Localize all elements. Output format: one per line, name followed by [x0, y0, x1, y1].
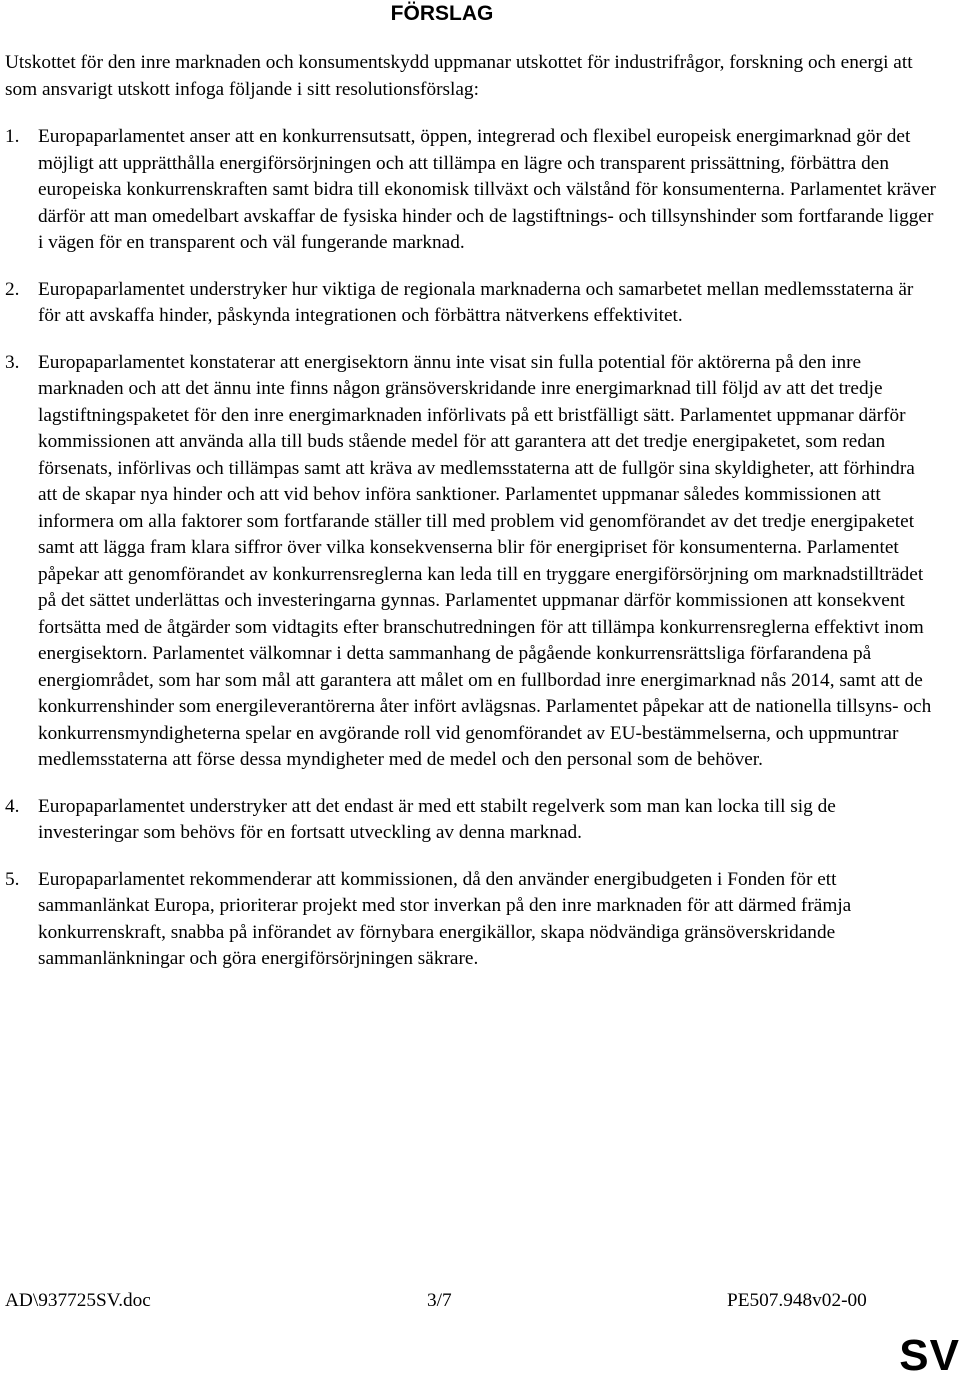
- paragraph-number: 3.: [5, 351, 20, 373]
- paragraph-item: [0, 124, 938, 257]
- paragraph-number: 4.: [5, 795, 20, 817]
- paragraph-number: 2.: [5, 278, 20, 300]
- footer-doc-ref: AD\937725SV.doc: [5, 1290, 151, 1311]
- footer-version: PE507.948v02-00: [727, 1290, 867, 1311]
- paragraph-item: [0, 350, 938, 774]
- paragraph-text: Europaparlamentet anser att en konkurrensutsatt, öppen, integrerad och flexibel europeisk energimarknad gör det möjligt att upprätthålla energiförsörjningen och att tillämpa en lägre och transparent prissättning, förbättra den europeiska konkurrenskraften samt bidra till ekonomisk tillväxt och välstånd för konsumenterna. Parlamentet kräver därför att man omedelbart avskaffar de fysiska hinder och de lagstiftnings- och tillsynshinder som fortfarande ligger i vägen för en transparent och väl fungerande marknad.: [38, 126, 936, 253]
- paragraph-item: [0, 867, 938, 973]
- paragraph-text: Europaparlamentet rekommenderar att kommissionen, då den använder energibudgeten i Fonden för ett sammanlänkat Europa, prioriterar projekt med stor inverkan på den inre marknaden för att därmed främja konkurrenskraft, snabba på införandet av förnybara energikällor, skapa nödvändiga gränsöverskridande sammanlänkningar och göra energiförsörjningen säkrare.: [38, 868, 852, 969]
- paragraph-item: [0, 794, 938, 847]
- paragraph-list: [0, 124, 960, 973]
- footer-page-number: 3/7: [427, 1290, 452, 1311]
- page-title: FÖRSLAG: [390, 2, 494, 25]
- paragraph-text: Europaparlamentet understryker hur viktiga de regionala marknaderna och samarbetet mellan medlemsstaterna är för att avskaffa hinder, påskynda integrationen och förbättra nätverkens effektivitet.: [38, 278, 914, 326]
- paragraph-number: 5.: [5, 868, 20, 890]
- paragraph-text: Europaparlamentet konstaterar att energisektorn ännu inte visat sin fulla potential för aktörerna på den inre marknaden och att det ännu inte finns någon gränsöverskridande inre energimarknad till följd av att det tredje lagstiftningspaketet för den inre energimarknaden införlivats på ett bristfälligt sätt. Parlamentet uppmanar därför kommissionen att använda alla till buds stående medel för att garantera att det tredje energipaketet, som redan försenats, införlivas och tillämpas samt att kräva av medlemsstaterna att de fullgör sina skyldigheter, att förhindra att de skapar nya hinder och att vid behov införa sanktioner. Parlamentet uppmanar således kommissionen att informera om alla faktorer som fortfarande ställer till med problem vid genomförandet av det tredje energipaketet samt att lägga fram klara siffror över vilka konsekvenserna blir för energipriset för konsumenterna. Parlamentet påpekar att genomförandet av konkurrensreglerna kan leda till en tryggare energiförsörjning om marknadstillträdet på det sättet underlättas och investeringarna gynnas. Parlamentet uppmanar därför kommissionen att konsekvent fortsätta med de åtgärder som vidtagits efter branschutredningen för att tillämpa konkurrensreglerna effektivt inom energisektorn. Parlamentet välkomnar i detta sammanhang de pågående konkurrensrättsliga förfarandena på energiområdet, som har som mål att garantera att målet om en fullbordad inre energimarknad nås 2014, samt att de konkurrenshinder som energileverantörerna åter infört avlägsnas. Parlamentet påpekar att de nationella tillsyns- och konkurrensmyndigheterna spelar en avgörande roll vid genomförandet av EU-bestämmelserna, och uppmuntrar medlemsstaterna att förse dessa myndigheter med de medel och den personal som de behöver.: [38, 351, 932, 770]
- paragraph-number: 1.: [5, 126, 20, 147]
- language-code: SV: [899, 1331, 960, 1380]
- paragraph-item: [0, 277, 938, 330]
- intro-text: Utskottet för den inre marknaden och konsumentskydd uppmanar utskottet för industrifrågor, forskning och energi att som ansvarigt utskott infoga följande i sitt resolutionsförslag:: [5, 52, 913, 100]
- paragraph-text: Europaparlamentet understryker att det endast är med ett stabilt regelverk som man kan locka till sig de investeringar som behövs för en fortsatt utveckling av denna marknad.: [38, 795, 836, 843]
